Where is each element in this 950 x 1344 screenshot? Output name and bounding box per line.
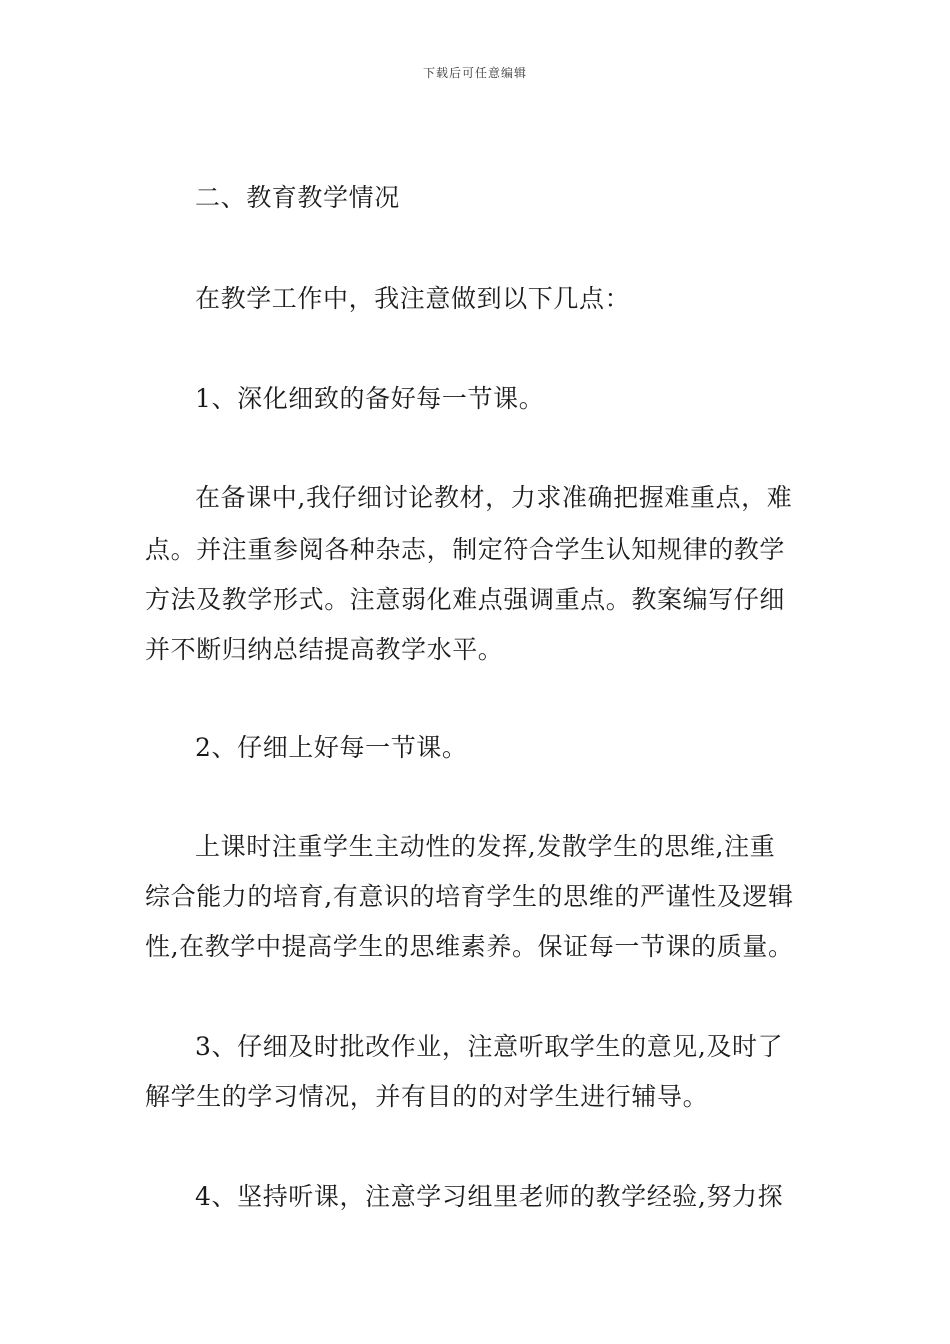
item3-line-1: 3、仔细及时批改作业，注意听取学生的意见,及时了: [195, 1032, 784, 1061]
item1-title: 1、深化细致的备好每一节课。: [195, 384, 545, 413]
item2-title: 2、仔细上好每一节课。: [195, 733, 468, 762]
item2-body-line-3: 性,在教学中提高学生的思维素养。保证每一节课的质量。: [145, 932, 794, 961]
intro-paragraph: 在教学工作中，我注意做到以下几点：: [195, 284, 631, 313]
item1-body-line-2: 点。并注重参阅各种杂志，制定符合学生认知规律的教学: [145, 535, 786, 564]
item2-body-line-1: 上课时注重学生主动性的发挥,发散学生的思维,注重: [195, 832, 776, 861]
section-title: 二、教育教学情况: [195, 183, 400, 212]
item3-line-2: 解学生的学习情况，并有目的的对学生进行辅导。: [145, 1082, 709, 1111]
item1-body-line-3: 方法及教学形式。注意弱化难点强调重点。教案编写仔细: [145, 585, 786, 614]
item4-line-1: 4、坚持听课，注意学习组里老师的教学经验,努力探: [195, 1182, 784, 1211]
item1-body-line-1: 在备课中,我仔细讨论教材，力求准确把握难重点，难: [195, 483, 793, 512]
page-header: 下载后可任意编辑: [422, 66, 527, 80]
item1-body-line-4: 并不断归纳总结提高教学水平。: [145, 635, 504, 664]
item2-body-line-2: 综合能力的培育,有意识的培育学生的思维的严谨性及逻辑: [145, 882, 794, 911]
